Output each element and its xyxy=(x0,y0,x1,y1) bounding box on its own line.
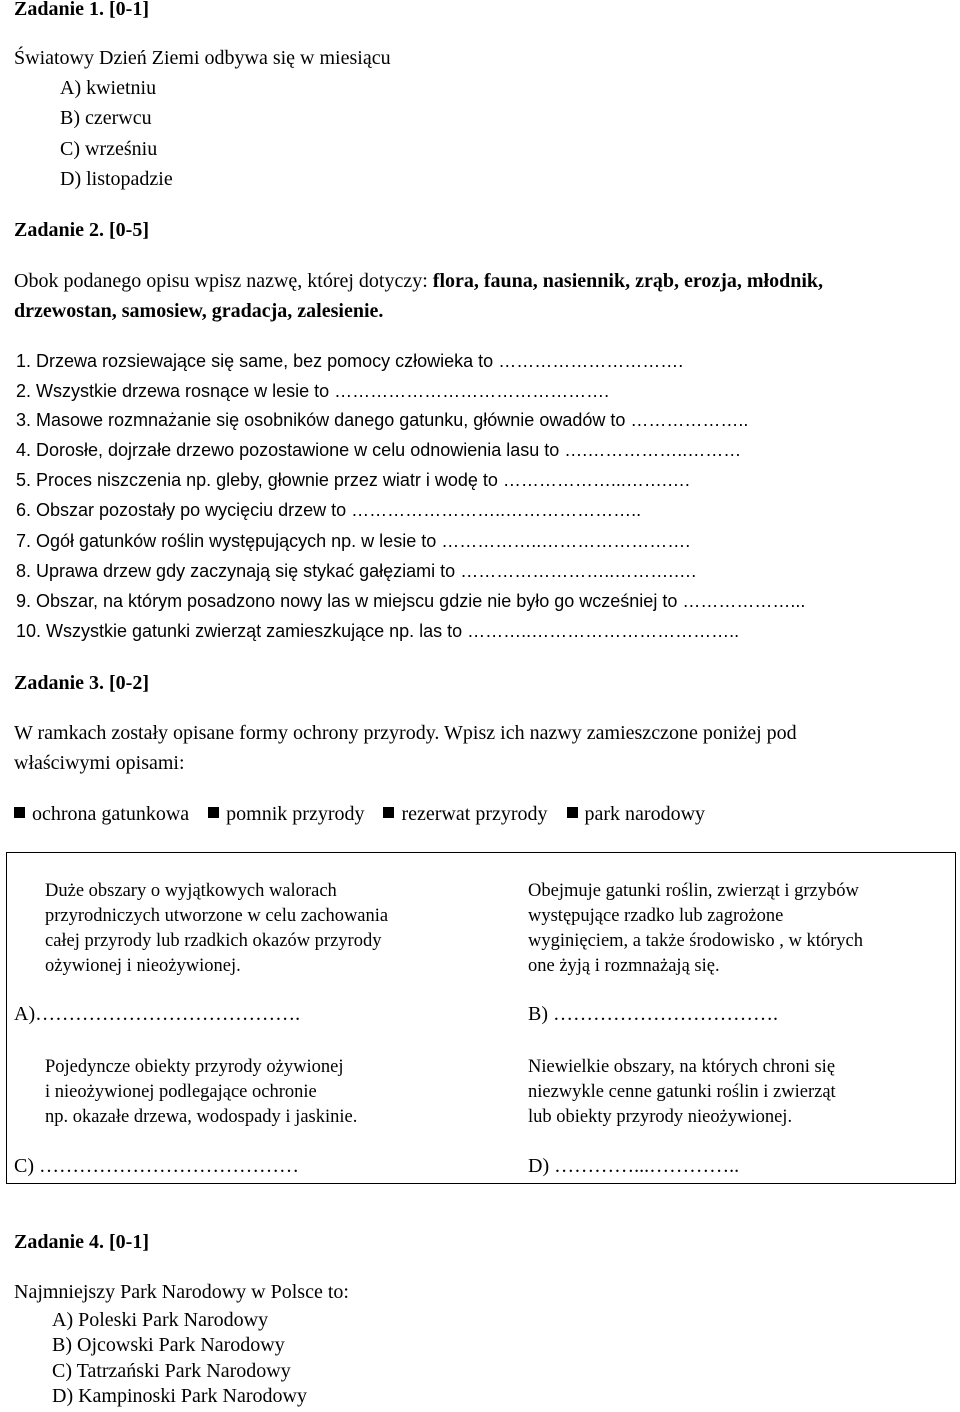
legend-item: rezerwat przyrody xyxy=(383,803,547,825)
task2-item-4: 4. Dorosłe, dojrzałe drzewo pozostawione w celu odnowienia lasu to ….……………..……… xyxy=(16,440,742,460)
task4-option-a[interactable]: A) Poleski Park Narodowy xyxy=(52,1309,269,1331)
task2-intro xyxy=(14,270,823,293)
box-a-answer-field[interactable]: A)…………………………………. xyxy=(14,1003,301,1025)
task2-item-6: 6. Obszar pozostały po wycięciu drzew to ……………………..………………….. xyxy=(16,500,642,520)
box-c-answer-field[interactable]: C) ………………………………… xyxy=(14,1155,299,1177)
task2-item-7: 7. Ogół gatunków roślin występujących np. w lesie to ……………..……………………. xyxy=(16,531,691,551)
box-c-description: Pojedyncze obiekty przyrody ożywionej i nieożywionej podlegające ochronie np. okazałe drzewa, wodospady i jaskinie. xyxy=(45,1057,358,1127)
box-d-answer-field[interactable]: D) …………...………….. xyxy=(528,1155,740,1177)
task1-heading: Zadanie 1. [0-1] xyxy=(14,0,149,20)
task1-option-b: B) czerwcu xyxy=(60,107,152,129)
task2-intro-text: Obok podanego opisu wpisz nazwę, której dotyczy: xyxy=(14,270,433,292)
legend-item: park narodowy xyxy=(567,803,706,825)
task3-legend xyxy=(14,803,705,826)
task1-option-d: D) listopadzie xyxy=(60,168,173,190)
task2-item-3: 3. Masowe rozmnażanie się osobników danego gatunku, głównie owadów to ……………….. xyxy=(16,410,749,430)
task2-item-8: 8. Uprawa drzew gdy zaczynają się stykać gałęziami to ……………………..……….…. xyxy=(16,561,697,581)
legend-item: pomnik przyrody xyxy=(208,803,364,825)
task3-instruction: W ramkach zostały opisane formy ochrony przyrody. Wpisz ich nazwy zamieszczone poniżej pod xyxy=(14,722,797,744)
task4-heading: Zadanie 4. [0-1] xyxy=(14,1231,149,1253)
task3-instruction-continued: właściwymi opisami: xyxy=(14,752,185,774)
task4-question: Najmniejszy Park Narodowy w Polsce to: xyxy=(14,1281,349,1303)
task1-option-c: C) wrześniu xyxy=(60,138,158,160)
task2-item-1: 1. Drzewa rozsiewające się same, bez pomocy człowieka to …………………………. xyxy=(16,351,684,371)
task2-item-2: 2. Wszystkie drzewa rosnące w lesie to ………………………………………. xyxy=(16,381,610,401)
square-bullet-icon xyxy=(567,807,578,818)
task2-item-5: 5. Proces niszczenia np. gleby, głownie przez wiatr i wodę to ………………...…….…. xyxy=(16,470,690,490)
legend-item: ochrona gatunkowa xyxy=(14,803,189,825)
square-bullet-icon xyxy=(208,807,219,818)
task2-item-9: 9. Obszar, na którym posadzono nowy las w miejscu gdzie nie było go wcześniej to ………………... xyxy=(16,591,806,611)
task4-option-d[interactable]: D) Kampinoski Park Narodowy xyxy=(52,1385,307,1407)
task4-option-b[interactable]: B) Ojcowski Park Narodowy xyxy=(52,1334,285,1356)
task3-heading: Zadanie 3. [0-2] xyxy=(14,672,149,694)
task4-option-c[interactable]: C) Tatrzański Park Narodowy xyxy=(52,1360,291,1382)
task2-heading: Zadanie 2. [0-5] xyxy=(14,219,149,241)
task2-term-list: flora, fauna, nasiennik, zrąb, erozja, młodnik, xyxy=(432,270,824,292)
box-b-description: Obejmuje gatunki roślin, zwierząt i grzybów występujące rzadko lub zagrożone wyginięciem, a także środowisko , w których one żyją i rozmnażają się. xyxy=(528,881,863,976)
square-bullet-icon xyxy=(383,807,394,818)
box-a-description: Duże obszary o wyjątkowych walorach przyrodniczych utworzone w celu zachowania całej przyrody lub rzadkich okazów przyrody ożywionej i nieożywionej. xyxy=(45,881,389,976)
task2-term-list-continued: drzewostan, samosiew, gradacja, zalesienie. xyxy=(14,300,384,322)
box-b-answer-field[interactable]: B) ……………………………. xyxy=(528,1003,778,1025)
task1-option-a: A) kwietniu xyxy=(60,77,157,99)
square-bullet-icon xyxy=(14,807,25,818)
task2-item-10: 10. Wszystkie gatunki zwierząt zamieszkujące np. las to ………..…………………………….. xyxy=(16,621,740,641)
box-d-description: Niewielkie obszary, na których chroni się niezwykle cenne gatunki roślin i zwierząt lub obiekty przyrody nieożywionej. xyxy=(528,1057,836,1127)
task1-question: Światowy Dzień Ziemi odbywa się w miesiącu xyxy=(14,47,391,69)
